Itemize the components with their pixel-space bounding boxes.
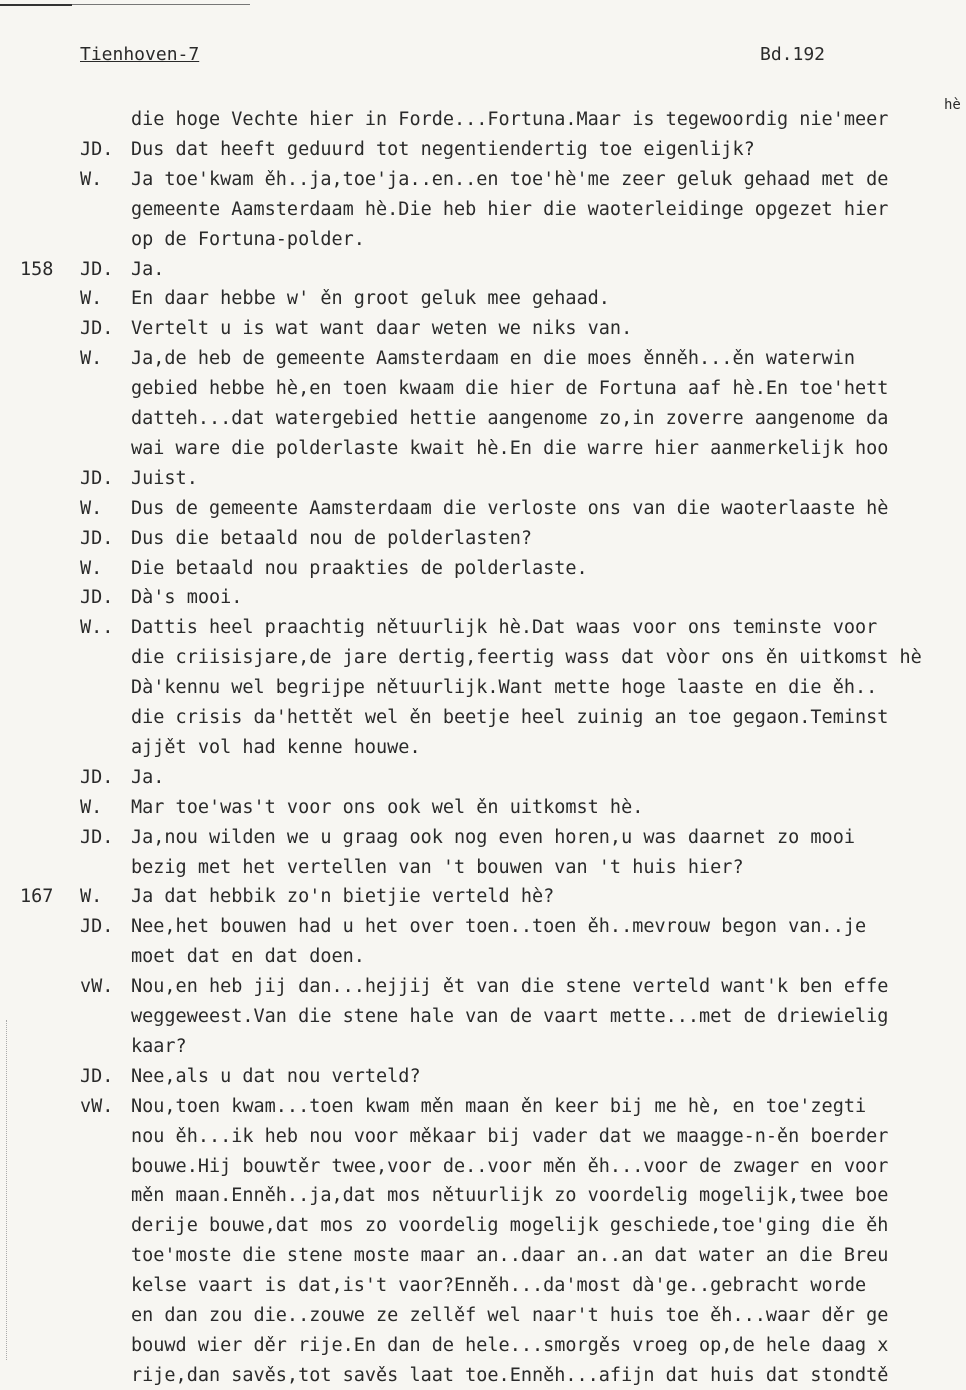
transcript-line [0, 1272, 966, 1300]
speaker-label: JD. [80, 258, 114, 280]
line-text: Dus de gemeente Aamsterdaam die verloste ons van die waoterlaaste hè [131, 497, 889, 519]
line-text: kelse vaart is dat,is't vaor?Enněh...da'most dà'ge..gebracht worde [131, 1275, 867, 1297]
line-text: rije,dan savěs,tot savěs laat toe.Enněh...afijn dat huis dat stondtě [131, 1364, 889, 1386]
transcript-line [0, 764, 966, 792]
speaker-label: W. [80, 168, 103, 190]
transcript-line [0, 794, 966, 822]
line-text: bouwe.Hij bouwtěr twee,voor de..voor měn ěh...voor de zwager en voor [131, 1155, 889, 1177]
line-text: Juist. [131, 467, 198, 489]
transcript-line [0, 973, 966, 1001]
transcript-line [0, 375, 966, 403]
transcript-line [0, 943, 966, 971]
line-text: Nee,het bouwen had u het over toen..toen ěh..mevrouw begon van..je [131, 916, 867, 938]
transcript-line [0, 1212, 966, 1240]
transcript-line [0, 285, 966, 313]
transcript-line [0, 614, 966, 642]
line-text: Nee,als u dat nou verteld? [131, 1065, 421, 1087]
speaker-label: W.. [80, 617, 114, 639]
speaker-label: JD. [80, 766, 114, 788]
speaker-label: JD. [80, 1065, 114, 1087]
transcript-line [0, 854, 966, 882]
speaker-label: vW. [80, 976, 114, 998]
line-text: gebied hebbe hè,en toen kwaam die hier de Fortuna aaf hè.En toe'hett [131, 378, 889, 400]
transcript-line [0, 584, 966, 612]
transcript-line [0, 136, 966, 164]
transcript-line [0, 525, 966, 553]
line-text: gemeente Aamsterdaam hè.Die heb hier die waoterleidinge opgezet hier [131, 198, 889, 220]
speaker-label: W. [80, 348, 103, 370]
speaker-label: W. [80, 886, 103, 908]
line-text: Ja dat hebbik zo'n bietjie verteld hè? [131, 886, 555, 908]
transcript-line [0, 495, 966, 523]
line-text: Ja toe'kwam ěh..ja,toe'ja..en..en toe'hè'me zeer geluk gehaad met de [131, 168, 889, 190]
transcript-line [0, 913, 966, 941]
line-text: Dus die betaald nou de polderlasten? [131, 527, 532, 549]
transcript-line [0, 1332, 966, 1360]
speaker-label: vW. [80, 1095, 114, 1117]
line-text: datteh...dat watergebied hettie aangenome zo,in zoverre aangenome da [131, 408, 889, 429]
speaker-label: JD. [80, 587, 114, 609]
speaker-label: JD. [80, 916, 114, 938]
speaker-label: JD. [80, 826, 114, 848]
transcript-line [0, 1153, 966, 1181]
line-text: Nou,en heb jij dan...hejjij ět van die stene verteld want'k ben effe [131, 976, 889, 998]
transcript-line [0, 824, 966, 852]
line-number: 167 [20, 886, 54, 908]
line-text: Ja,nou wilden we u graag ook nog even horen,u was daarnet zo mooi [131, 826, 855, 848]
transcript-line [0, 555, 966, 583]
transcript-line [0, 1003, 966, 1031]
transcript-line [0, 405, 966, 433]
transcript-line [0, 734, 966, 762]
line-text: nou ěh...ik heb nou voor měkaar bij vader dat we maagge-n-ěn boerder [131, 1125, 889, 1147]
line-text: en dan zou die..zouwe ze zellěf wel naar't huis toe ěh...waar děr ge [131, 1305, 889, 1326]
transcript-line [0, 1182, 966, 1210]
line-text: weggeweest.Van die stene hale van de vaart mette...met de driewielig [131, 1006, 889, 1027]
speaker-label: W. [80, 557, 103, 579]
line-text: bouwd wier děr rije.En dan de hele...smorgěs vroeg op,de hele daag x [131, 1334, 889, 1356]
transcript-line [0, 1063, 966, 1091]
page-header-number: Bd.192 [760, 44, 826, 65]
transcript-line [0, 674, 966, 702]
line-text: die hoge Vechte hier in Forde...Fortuna.Maar is tegewoordig nie'meer [131, 109, 889, 130]
speaker-label: W. [80, 288, 103, 310]
line-text: Ja,de heb de gemeente Aamsterdaam en die moes ěnněh...ěn waterwin [131, 348, 855, 370]
speaker-label: JD. [80, 318, 114, 340]
transcript-line [0, 315, 966, 343]
transcript-line [0, 226, 966, 254]
line-text: toe'moste die stene moste maar an..daar an..an dat water an die Breu [131, 1245, 889, 1267]
line-text: měn maan.Enněh..ja,dat mos nětuurlijk zo voordelig mogelijk,twee boe [131, 1185, 889, 1207]
speaker-label: JD. [80, 138, 114, 160]
line-text: Dà's mooi. [131, 587, 243, 609]
line-text: Ja. [131, 766, 165, 788]
speaker-label: W. [80, 497, 103, 519]
line-text: ajjět vol had kenne houwe. [131, 736, 421, 758]
transcript-line [0, 166, 966, 194]
line-text: moet dat en dat doen. [131, 946, 365, 968]
line-text: Dus dat heeft geduurd tot negentiendertig toe eigenlijk? [131, 138, 755, 160]
transcript-line [0, 704, 966, 732]
transcript-line [0, 1033, 966, 1061]
line-text: Mar toe'was't voor ons ook wel ěn uitkomst hè. [131, 796, 644, 818]
speaker-label: W. [80, 796, 103, 818]
superscript-note: hè [944, 97, 961, 113]
line-text: derije bouwe,dat mos zo voordelig mogelijk geschiede,toe'ging die ěh [131, 1215, 889, 1237]
line-text: die crisis da'hettět wel ěn beetje heel zuinig an toe gegaon.Teminst [131, 707, 889, 728]
transcript-line [0, 256, 966, 284]
line-number: 158 [20, 258, 54, 280]
speaker-label: JD. [80, 467, 114, 489]
speaker-label: JD. [80, 527, 114, 549]
transcript-line [0, 435, 966, 463]
transcript-line [0, 1093, 966, 1121]
line-text: En daar hebbe w' ěn groot geluk mee gehaad. [131, 288, 610, 310]
line-text: Dattis heel praachtig nětuurlijk hè.Dat waas voor ons teminste voor [131, 617, 878, 639]
transcript-line [0, 1123, 966, 1151]
transcript-line [0, 1302, 966, 1330]
transcript-line [0, 345, 966, 373]
transcript-line [0, 106, 966, 134]
line-text: die criisisjare,de jare dertig,feertig wass dat vòor ons ěn uitkomst hè [131, 647, 922, 669]
line-text: Ja. [131, 258, 165, 280]
line-text: Dà'kennu wel begrijpe nětuurlijk.Want mette hoge laaste en die ěh.. [131, 677, 878, 699]
line-text: Die betaald nou praakties de polderlaste. [131, 557, 588, 579]
top-rule-bold [0, 4, 72, 6]
transcript-line [0, 644, 966, 672]
line-text: Nou,toen kwam...toen kwam měn maan ěn keer bij me hè, en toe'zegti [131, 1095, 867, 1117]
transcript-line [0, 465, 966, 493]
transcript-line [0, 883, 966, 911]
line-text: bezig met het vertellen van 't bouwen van 't huis hier? [131, 856, 744, 878]
line-text: Vertelt u is wat want daar weten we niks van. [131, 318, 633, 340]
transcript-line [0, 1362, 966, 1390]
line-text: kaar? [131, 1035, 187, 1057]
line-text: op de Fortuna-polder. [131, 228, 365, 250]
transcript-line [0, 1242, 966, 1270]
transcript-line [0, 196, 966, 224]
page-header-title: Tienhoven-7 [80, 44, 200, 65]
line-text: wai ware die polderlaste kwait hè.En die warre hier aanmerkelijk hoo [131, 437, 889, 459]
